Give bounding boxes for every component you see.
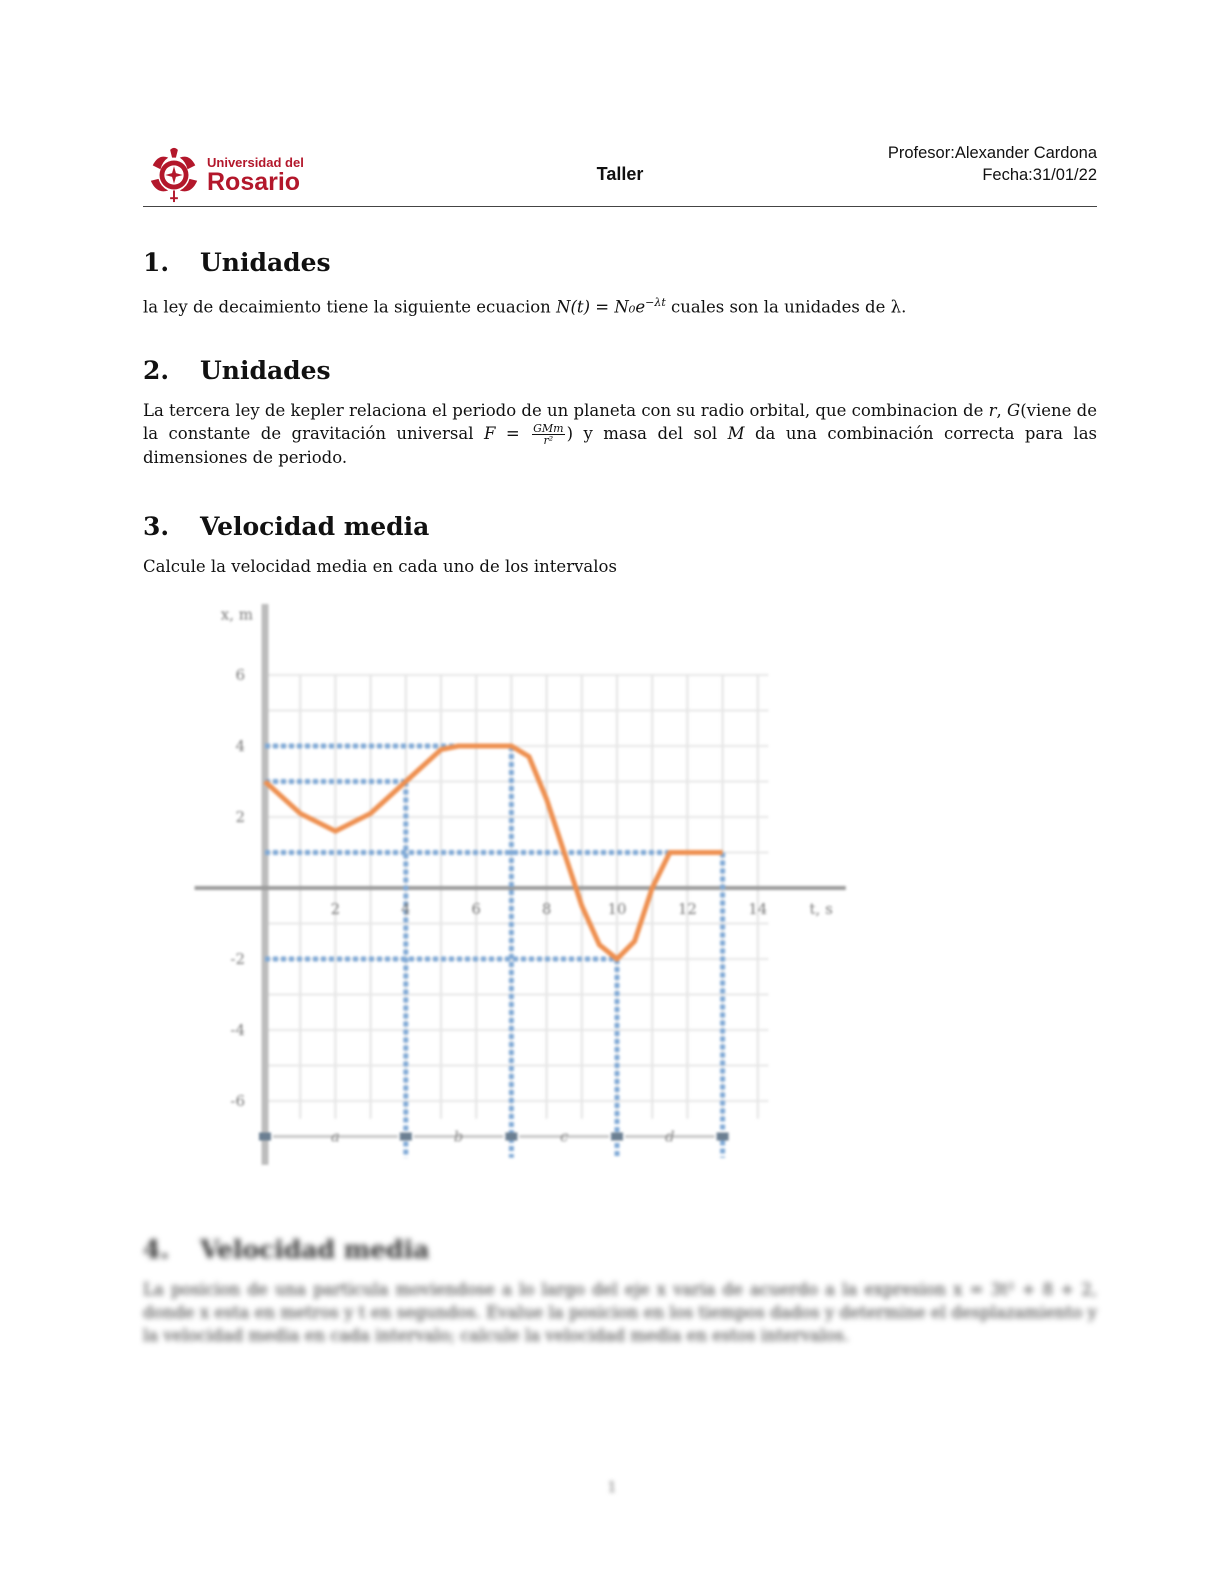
section-title: Velocidad media: [200, 512, 430, 541]
x-tick-label: 12: [677, 900, 697, 918]
section-title: Unidades: [200, 248, 331, 277]
section-2-text: [143, 399, 1097, 469]
x-tick-label: 10: [607, 900, 627, 918]
variable-g: G: [1007, 401, 1021, 420]
decay-exponent: −λt: [645, 296, 666, 309]
y-tick-label: 2: [235, 808, 245, 826]
section-3-text: Calcule la velocidad media en cada uno de los intervalos: [143, 557, 617, 576]
y-axis-label: x, m: [220, 605, 253, 624]
gravity-fraction: [532, 423, 564, 446]
interval-label: a: [330, 1127, 340, 1146]
chart-svg: [185, 598, 885, 1178]
text-segment: ,: [996, 401, 1008, 420]
text-segment: La tercera ley de kepler relaciona el periodo de un planeta con su radio orbital, que combinacion de: [143, 401, 989, 420]
y-tick-label: 6: [235, 666, 245, 684]
page-header: [143, 140, 1097, 207]
text-segment: la ley de decaimiento tiene la siguiente ecuacion: [143, 297, 557, 317]
section-number: 3.: [143, 512, 170, 541]
section-2-heading: [143, 356, 1097, 385]
section-number: 1.: [143, 248, 170, 277]
text-segment: (viene de la constante de gravitación universal: [143, 401, 1097, 443]
interval-label: c: [559, 1127, 569, 1146]
section-2: [143, 356, 1097, 469]
interval-marker: [611, 1133, 623, 1141]
interval-label: b: [453, 1127, 464, 1146]
x-tick-label: 6: [471, 900, 481, 918]
interval-marker: [400, 1133, 412, 1141]
y-tick-label: 4: [235, 737, 245, 755]
document-title: Taller: [596, 164, 644, 184]
interval-marker: [259, 1133, 271, 1141]
professor-name: Profesor:Alexander Cardona: [887, 144, 1097, 162]
x-axis-label: t, s: [809, 900, 833, 918]
y-tick-label: -4: [230, 1021, 245, 1039]
formula-lhs: F =: [483, 424, 531, 443]
section-4: [143, 1235, 1097, 1347]
section-number: 2.: [143, 356, 170, 385]
document-date: Fecha:31/01/22: [982, 166, 1097, 184]
section-4-heading: [143, 1235, 1097, 1264]
section-1-text: [143, 291, 1097, 319]
section-3: [143, 512, 1097, 578]
x-tick-label: 2: [330, 900, 341, 918]
university-name-line2: Rosario: [207, 167, 301, 196]
section-title: Unidades: [200, 356, 331, 385]
x-tick-label: 14: [748, 900, 768, 918]
section-number: 4.: [143, 1235, 170, 1264]
text-segment: da una combinación correcta para las dimensiones de periodo.: [143, 424, 1097, 467]
section-1-heading: [143, 248, 1097, 277]
variable-m: M: [727, 424, 745, 443]
university-name-line1: Universidad del: [207, 154, 304, 170]
text-segment: cuales son la unidades de λ.: [665, 297, 907, 317]
variable-r: r: [988, 401, 997, 420]
x-tick-label: 4: [401, 900, 411, 918]
y-tick-label: -2: [230, 950, 245, 968]
position-time-chart: [185, 598, 885, 1178]
interval-marker: [717, 1133, 729, 1141]
interval-label: d: [664, 1127, 675, 1146]
section-title: Velocidad media: [200, 1235, 430, 1264]
fraction-numerator: GMm: [533, 422, 564, 435]
section-4-text: La posicion de una particula moviendose a lo largo del eje x varia de acuerdo a la expresion x = 3t² + 8 + 2, donde x esta en metros y t en segundos. Evalue la posicion en los tiempos dados y determine el desplazamiento y la velocidad media en cada intervalo; calcule la velocidad media en estos intervalos.: [143, 1280, 1097, 1345]
section-1: [143, 248, 1097, 319]
fraction-denominator: r²: [543, 434, 554, 447]
text-segment: ) y masa del sol: [566, 424, 728, 443]
y-tick-label: -6: [230, 1092, 245, 1110]
section-3-heading: [143, 512, 1097, 541]
header-meta: [888, 142, 1097, 186]
page-number: 1: [607, 1478, 617, 1496]
decay-equation: N(t) = N₀e: [556, 297, 646, 317]
interval-marker: [505, 1133, 517, 1141]
x-tick-label: 8: [541, 900, 552, 918]
